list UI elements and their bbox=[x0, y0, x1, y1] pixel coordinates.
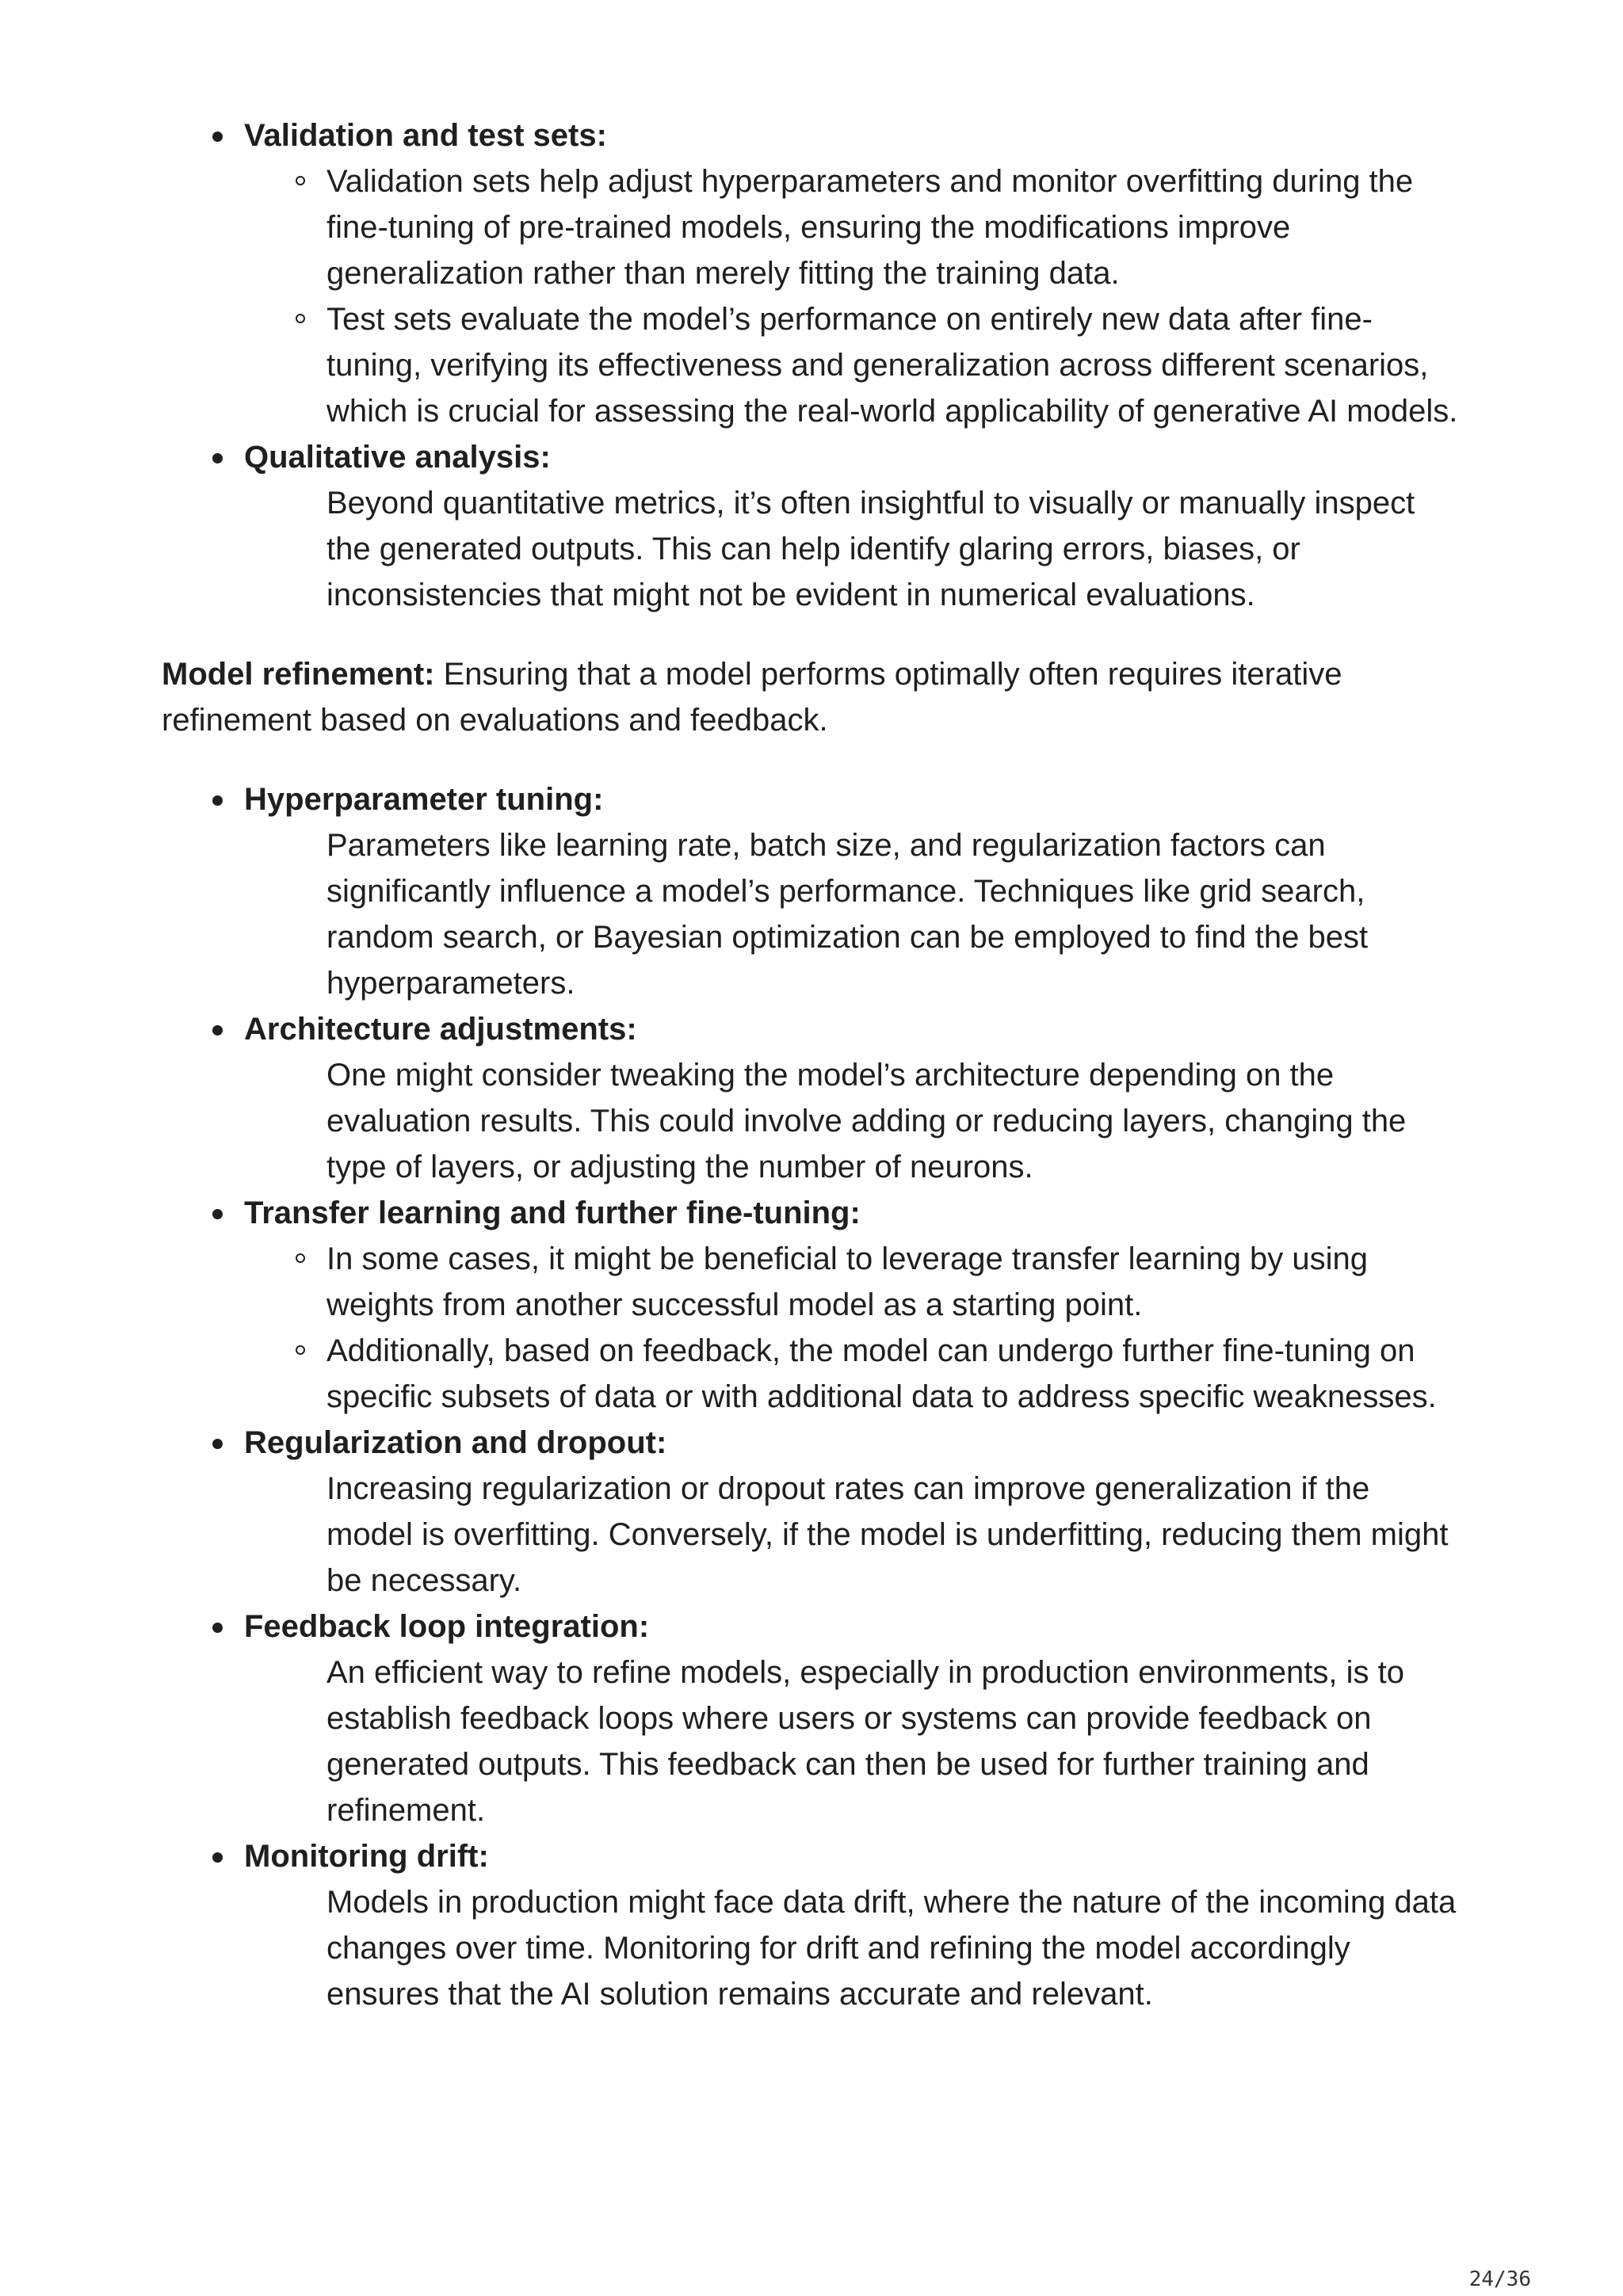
item-title: Regularization and dropout: bbox=[244, 1425, 667, 1460]
item-body: Parameters like learning rate, batch size, and regularization factors can significantly influence a model’s performance. Techniques like grid search, random search, or Bayesian optimization can be employed to find the best hyperparameters. bbox=[327, 828, 1369, 1001]
model-refinement-label: Model refinement: bbox=[162, 657, 435, 692]
sublist bbox=[244, 1236, 1461, 1420]
item-body: Beyond quantitative metrics, it’s often insightful to visually or manually inspect the generated outputs. This can help identify glaring errors, biases, or inconsistencies that might not be evident in numerical evaluations. bbox=[327, 486, 1415, 612]
refinement-list bbox=[162, 776, 1461, 2017]
item-title: Qualitative analysis: bbox=[244, 440, 551, 475]
item-title: Hyperparameter tuning: bbox=[244, 782, 604, 817]
list-item-regularization-dropout bbox=[244, 1420, 1461, 1604]
list-item-feedback-loop bbox=[244, 1604, 1461, 1833]
sublist-item: Validation sets help adjust hyperparameters and monitor overfitting during the fine-tuning of pre-trained models, ensuring the modifications improve generalization rather than merely fitting the training data. bbox=[327, 158, 1461, 296]
list-item-monitoring-drift bbox=[244, 1833, 1461, 2017]
document-content bbox=[162, 113, 1461, 2017]
item-title: Architecture adjustments: bbox=[244, 1012, 637, 1047]
item-title: Transfer learning and further fine-tuning: bbox=[244, 1196, 861, 1230]
sublist-item: Test sets evaluate the model’s performance on entirely new data after fine-tuning, verifying its effectiveness and generalization across different scenarios, which is crucial for assessing the real-world applicability of generative AI models. bbox=[327, 296, 1461, 434]
sublist bbox=[244, 158, 1461, 434]
model-refinement-paragraph bbox=[162, 651, 1461, 743]
sublist-item: In some cases, it might be beneficial to leverage transfer learning by using weights from another successful model as a starting point. bbox=[327, 1236, 1461, 1328]
model-refinement-text: Ensuring that a model performs optimally often requires iterative refinement based on evaluations and feedback. bbox=[162, 657, 1342, 738]
item-body: Increasing regularization or dropout rates can improve generalization if the model is overfitting. Conversely, if the model is underfitting, reducing them might be necessary. bbox=[327, 1471, 1449, 1598]
item-title: Validation and test sets: bbox=[244, 118, 607, 153]
item-body: Models in production might face data drift, where the nature of the incoming data changes over time. Monitoring for drift and refining the model accordingly ensures that the AI solution remains accurate and relevant. bbox=[327, 1885, 1457, 2012]
list-item-transfer-learning bbox=[244, 1190, 1461, 1420]
evaluation-list bbox=[162, 113, 1461, 618]
page-number: 24/36 bbox=[1468, 2267, 1531, 2291]
item-body: An efficient way to refine models, especially in production environments, is to establish feedback loops where users or systems can provide feedback on generated outputs. This feedback can then be used for further training and refinement. bbox=[327, 1655, 1404, 1828]
list-item-hyperparameter-tuning bbox=[244, 776, 1461, 1006]
item-title: Monitoring drift: bbox=[244, 1839, 489, 1874]
list-item-architecture-adjustments bbox=[244, 1006, 1461, 1190]
list-item-validation-test-sets bbox=[244, 113, 1461, 434]
sublist-item: Additionally, based on feedback, the model can undergo further fine-tuning on specific subsets of data or with additional data to address specific weaknesses. bbox=[327, 1328, 1461, 1420]
item-title: Feedback loop integration: bbox=[244, 1609, 650, 1644]
item-body: One might consider tweaking the model’s architecture depending on the evaluation results. This could involve adding or reducing layers, changing the type of layers, or adjusting the number of neurons. bbox=[327, 1058, 1407, 1184]
list-item-qualitative-analysis bbox=[244, 434, 1461, 618]
